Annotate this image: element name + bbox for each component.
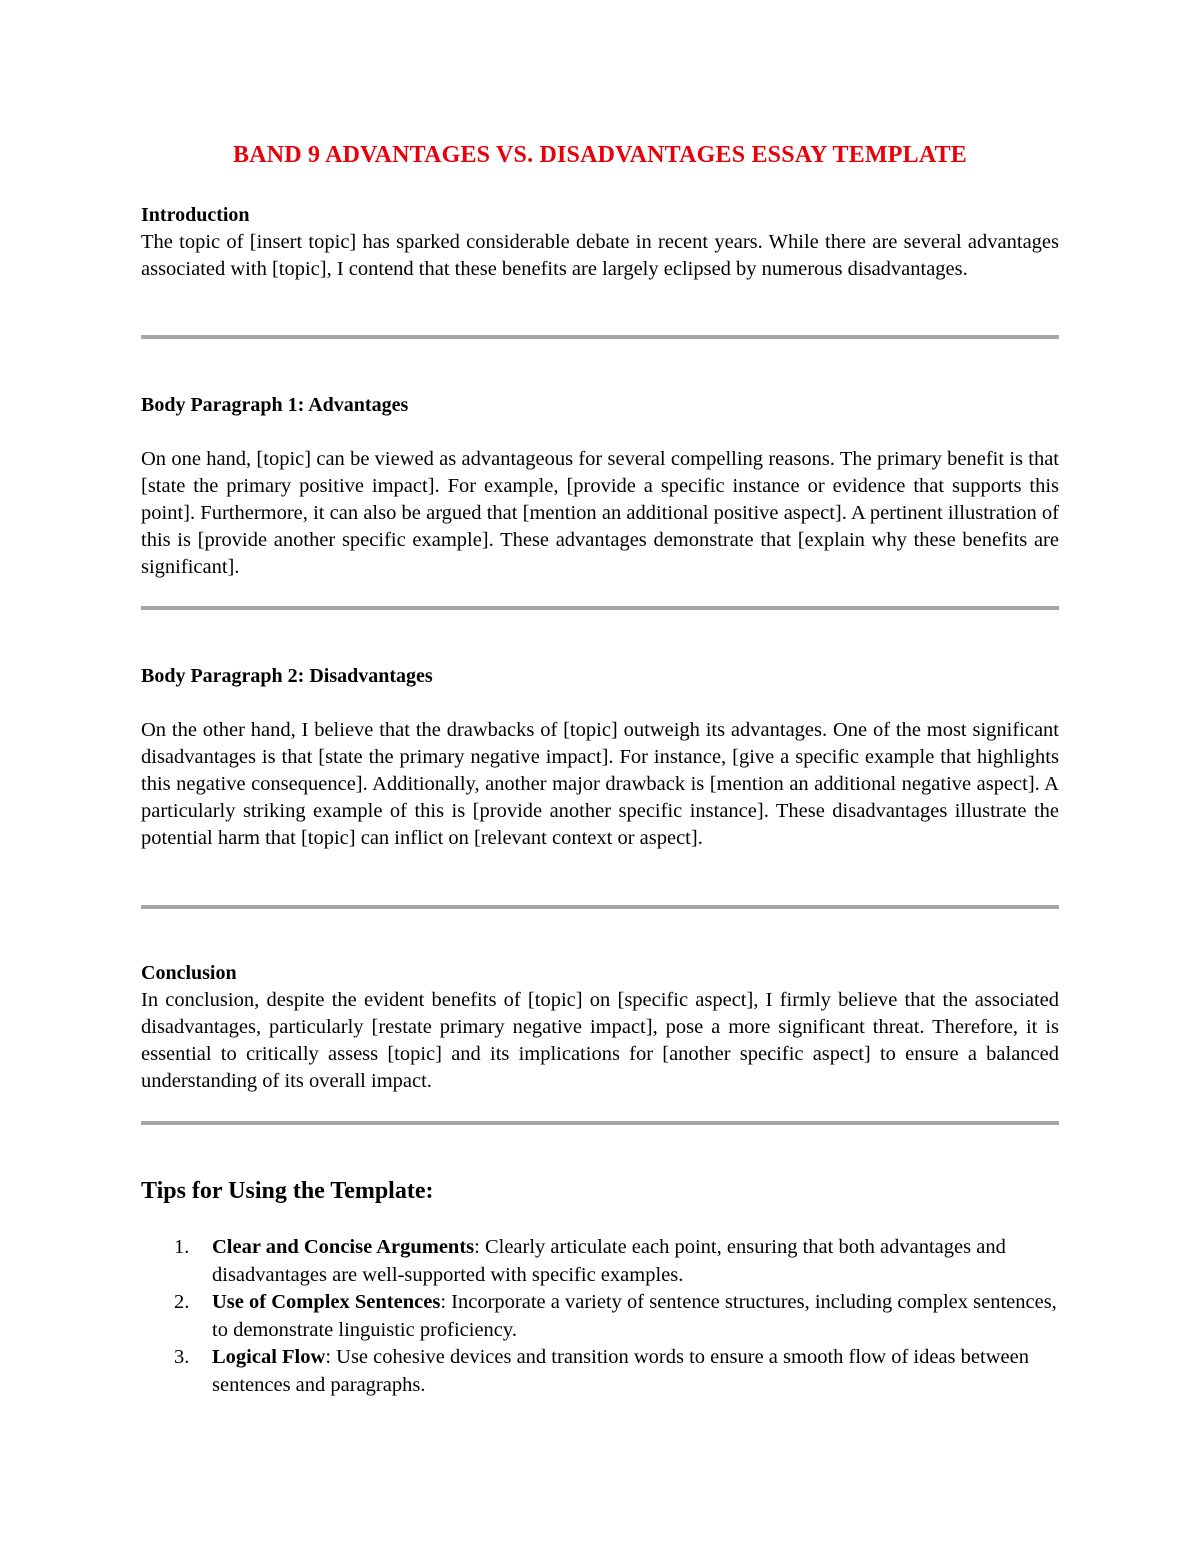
list-item [141, 1344, 1059, 1399]
introduction-heading: Introduction [141, 204, 250, 226]
list-item-number: 1. [174, 1236, 190, 1258]
body-paragraph-1-text: On one hand, [topic] can be viewed as advantageous for several compelling reasons. The primary benefit is that [state the primary positive impact]. For example, [provide a specific instance or evidence that supports this point]. Furthermore, it can also be argued that [mention an additional positive aspect]. A pertinent illustration of this is [provide another specific example]. These advantages demonstrate that [explain why these benefits are significant]. [141, 448, 1059, 578]
tip-text: : Incorporate a variety of sentence structures, including complex sentences, to demonstrate linguistic proficiency. [212, 1291, 1057, 1341]
introduction-section [141, 202, 1059, 283]
tip-term: Clear and Concise Arguments [212, 1236, 475, 1258]
body-paragraph-2-text: On the other hand, I believe that the drawbacks of [topic] outweigh its advantages. One of the most significant disadvantages is that [state the primary negative impact]. For instance, [give a specific example that highlights this negative consequence]. Additionally, another major drawback is [mention an additional negative aspect]. A particularly striking example of this is [provide another specific instance]. These disadvantages illustrate the potential harm that [topic] can inflict on [relevant context or aspect]. [141, 719, 1059, 849]
section-divider [141, 606, 1059, 610]
list-item-number: 3. [174, 1346, 190, 1368]
tip-term: Use of Complex Sentences [212, 1291, 441, 1313]
tips-list [141, 1234, 1059, 1399]
conclusion-text: In conclusion, despite the evident benefits of [topic] on [specific aspect], I firmly believe that the associated disadvantages, particularly [restate primary negative impact], pose a more significant threat. Therefore, it is essential to critically assess [topic] and its implications for [another specific aspect] to ensure a balanced understanding of its overall impact. [141, 989, 1059, 1092]
body-paragraph-1-heading: Body Paragraph 1: Advantages [141, 394, 409, 416]
section-divider [141, 905, 1059, 909]
list-item [141, 1234, 1059, 1289]
body-paragraph-1-section [141, 392, 1059, 581]
tip-term: Logical Flow [212, 1346, 326, 1368]
list-item [141, 1289, 1059, 1344]
tips-heading: Tips for Using the Template: [141, 1178, 434, 1204]
list-item-number: 2. [174, 1291, 190, 1313]
conclusion-section [141, 960, 1059, 1095]
conclusion-heading: Conclusion [141, 962, 237, 984]
section-divider [141, 1121, 1059, 1125]
tip-text: : Clearly articulate each point, ensuring that both advantages and disadvantages are well-supported with specific examples. [212, 1236, 1006, 1286]
document-title: BAND 9 ADVANTAGES VS. DISADVANTAGES ESSAY TEMPLATE [233, 142, 967, 168]
body-paragraph-2-heading: Body Paragraph 2: Disadvantages [141, 665, 433, 687]
body-paragraph-2-section [141, 663, 1059, 852]
section-divider [141, 335, 1059, 339]
introduction-text: The topic of [insert topic] has sparked considerable debate in recent years. While there are several advantages associated with [topic], I contend that these benefits are largely eclipsed by numerous disadvantages. [141, 231, 1059, 280]
tip-text: : Use cohesive devices and transition words to ensure a smooth flow of ideas between sentences and paragraphs. [212, 1346, 1029, 1396]
